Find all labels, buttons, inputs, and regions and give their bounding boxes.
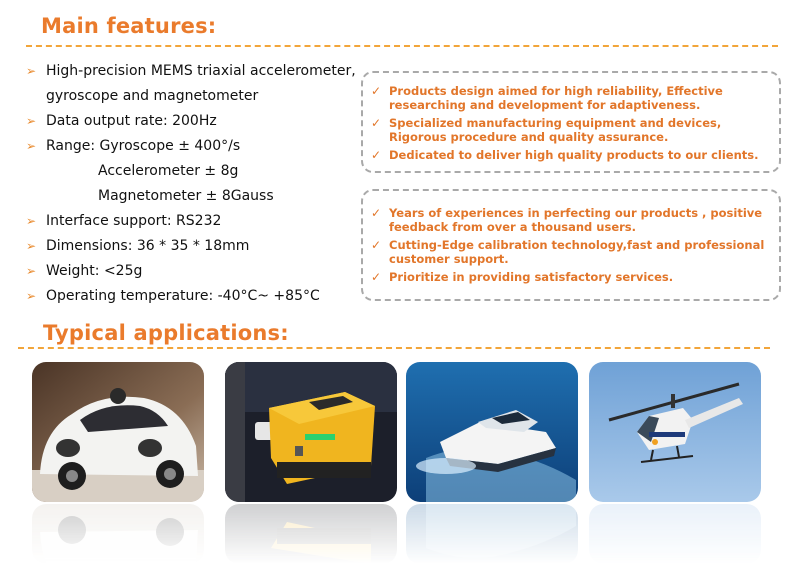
- feature-item: [26, 234, 356, 259]
- box1-text: Specialized manufacturing equipment and devices, Rigorous procedure and quality assurance.: [389, 116, 722, 144]
- speedboat-reflection: [406, 504, 578, 564]
- service-box: [361, 189, 781, 301]
- box2-text: Years of experiences in perfecting our products , positive feedback from over a thousand users.: [389, 206, 763, 234]
- feature-item: [26, 59, 356, 84]
- feature-text: Magnetometer ± 8Gauss: [98, 188, 274, 204]
- box2-text: Cutting-Edge calibration technology,fast and professional customer support.: [389, 238, 765, 266]
- checkmark-icon: ✓: [371, 270, 382, 284]
- feature-text: Data output rate: 200Hz: [46, 113, 217, 129]
- checkmark-icon: ✓: [371, 206, 382, 220]
- feature-item: [26, 84, 356, 109]
- box1-text: Products design aimed for high reliability, Effective researching and development for adaptiveness.: [389, 84, 723, 112]
- self-driving-car-reflection: [32, 504, 204, 564]
- feature-text: gyroscope and magnetometer: [46, 88, 259, 104]
- speedboat-photo: [406, 362, 578, 502]
- box2-text: Prioritize in providing satisfactory services.: [389, 270, 674, 284]
- checkmark-icon: ✓: [371, 84, 382, 98]
- feature-item: [26, 159, 356, 184]
- box2-item: [371, 238, 766, 266]
- box1-item: [371, 84, 766, 112]
- applications-title: Typical applications:: [43, 321, 289, 345]
- box2-item: [371, 270, 766, 284]
- feature-item: [26, 134, 356, 159]
- arrow-bullet-icon: ➢: [26, 264, 37, 278]
- helicopter-photo: [589, 362, 761, 502]
- quality-box: [361, 71, 781, 173]
- box1-item: [371, 116, 766, 144]
- main-features-title: Main features:: [41, 14, 217, 38]
- feature-text: Accelerometer ± 8g: [98, 163, 239, 179]
- helicopter-reflection: [589, 504, 761, 564]
- feature-text: Weight: <25g: [46, 263, 143, 279]
- box2-item: [371, 206, 766, 234]
- arrow-bullet-icon: ➢: [26, 64, 37, 78]
- main-features-divider: [26, 45, 778, 47]
- arrow-bullet-icon: ➢: [26, 214, 37, 228]
- feature-item: [26, 209, 356, 234]
- checkmark-icon: ✓: [371, 148, 382, 162]
- feature-text: High-precision MEMS triaxial accelerometer,: [46, 63, 356, 79]
- feature-text: Operating temperature: -40°C~ +85°C: [46, 288, 320, 304]
- feature-text: Range: Gyroscope ± 400°/s: [46, 138, 241, 154]
- feature-item: [26, 284, 356, 309]
- box1-item: [371, 148, 766, 162]
- checkmark-icon: ✓: [371, 238, 382, 252]
- agv-robot-photo: [225, 362, 397, 502]
- box1-text: Dedicated to deliver high quality products to our clients.: [389, 148, 759, 162]
- self-driving-car-photo: [32, 362, 204, 502]
- feature-text: Dimensions: 36 * 35 * 18mm: [46, 238, 250, 254]
- applications-divider: [18, 347, 770, 349]
- feature-list: [26, 59, 356, 309]
- agv-robot-reflection: [225, 504, 397, 564]
- feature-item: [26, 184, 356, 209]
- arrow-bullet-icon: ➢: [26, 289, 37, 303]
- feature-item: [26, 109, 356, 134]
- checkmark-icon: ✓: [371, 116, 382, 130]
- arrow-bullet-icon: ➢: [26, 239, 37, 253]
- feature-item: [26, 259, 356, 284]
- feature-text: Interface support: RS232: [46, 213, 222, 229]
- arrow-bullet-icon: ➢: [26, 139, 37, 153]
- arrow-bullet-icon: ➢: [26, 114, 37, 128]
